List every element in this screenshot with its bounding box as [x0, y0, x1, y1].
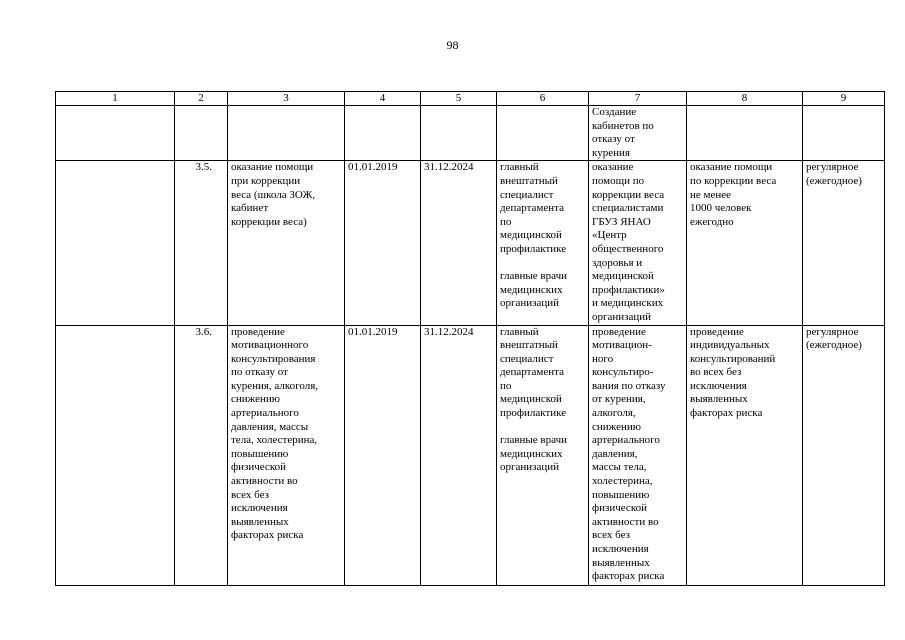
end-date: 31.12.2024 [421, 161, 497, 325]
table-cell: главный внештатный специалист департамента по медицинской профилактике главные врачи медицинских организаций [497, 161, 589, 325]
column-header: 4 [345, 92, 421, 106]
table-cell [803, 106, 885, 161]
table-cell [175, 106, 228, 161]
table-cell [56, 161, 175, 325]
plan-table [55, 91, 885, 586]
table-cell [56, 325, 175, 585]
table-cell: проведение мотивацион- ного консультиро- вания по отказу от курения, алкоголя, снижению артериального давления, массы тела, холестерина, повышению физической активности во всех без исключения выявленных факторах риска [589, 325, 687, 585]
table-cell: главный внештатный специалист департамента по медицинской профилактике главные врачи медицинских организаций [497, 325, 589, 585]
column-header: 1 [56, 92, 175, 106]
page-number: 98 [446, 38, 459, 52]
table-cell [497, 106, 589, 161]
table-cell: проведение мотивационного консультирования по отказу от курения, алкоголя, снижению артериального давления, массы тела, холестерина, повышению физической активности во всех без исключения выявленных факторах риска [228, 325, 345, 585]
table-cell [687, 106, 803, 161]
table-row [56, 161, 885, 325]
column-header: 6 [497, 92, 589, 106]
column-header: 9 [803, 92, 885, 106]
table-cell [56, 106, 175, 161]
column-header: 5 [421, 92, 497, 106]
table-cell: Создание кабинетов по отказу от курения [589, 106, 687, 161]
column-number-header-row [56, 92, 885, 106]
column-header: 2 [175, 92, 228, 106]
table-cell [345, 106, 421, 161]
table-cell [421, 106, 497, 161]
table-cell: регулярное (ежегодное) [803, 325, 885, 585]
column-header: 8 [687, 92, 803, 106]
table-cell: проведение индивидуальных консультирований во всех без исключения выявленных факторах риска [687, 325, 803, 585]
table-cell [228, 106, 345, 161]
table-cell: регулярное (ежегодное) [803, 161, 885, 325]
column-header: 3 [228, 92, 345, 106]
table-row [56, 106, 885, 161]
end-date: 31.12.2024 [421, 325, 497, 585]
table-row [56, 325, 885, 585]
start-date: 01.01.2019 [345, 161, 421, 325]
table-cell: оказание помощи по коррекции веса специалистами ГБУЗ ЯНАО «Центр общественного здоровья и медицинской профилактики» и медицинских организаций [589, 161, 687, 325]
item-number: 3.6. [175, 325, 228, 585]
start-date: 01.01.2019 [345, 325, 421, 585]
item-number: 3.5. [175, 161, 228, 325]
table-cell: оказание помощи при коррекции веса (школа ЗОЖ, кабинет коррекции веса) [228, 161, 345, 325]
column-header: 7 [589, 92, 687, 106]
table-cell: оказание помощи по коррекции веса не менее 1000 человек ежегодно [687, 161, 803, 325]
